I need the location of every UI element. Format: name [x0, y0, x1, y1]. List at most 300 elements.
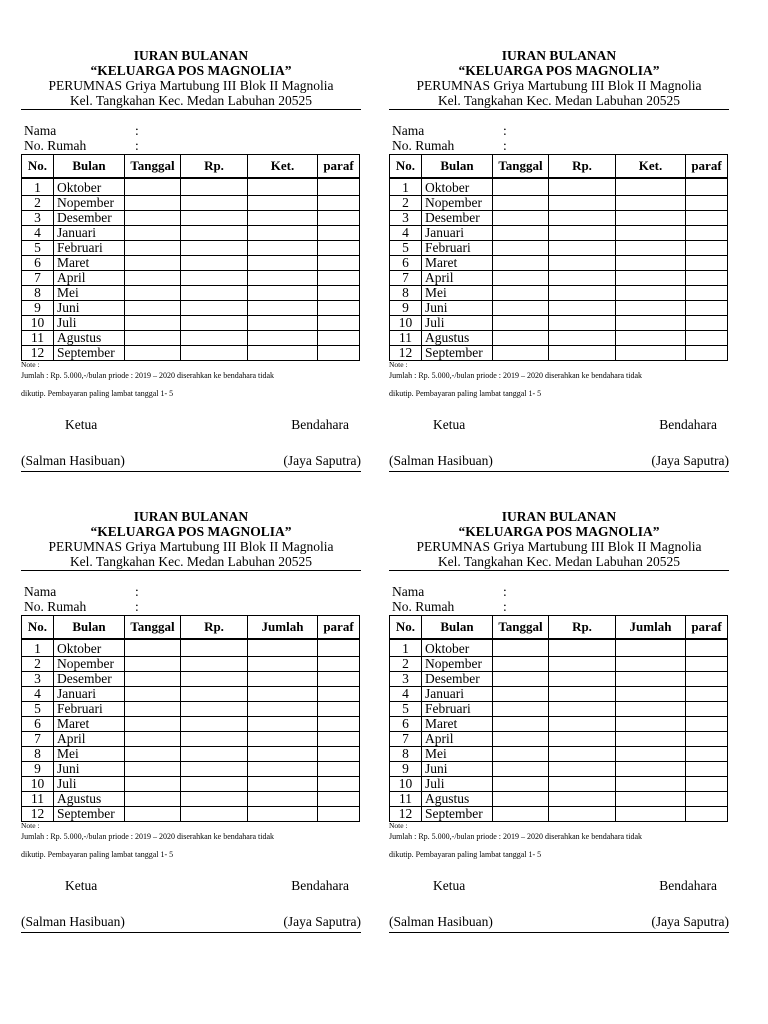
ket-cell [248, 747, 318, 762]
table-row [390, 178, 728, 196]
tanggal-cell [493, 747, 549, 762]
row-month: Juni [422, 301, 493, 316]
column-header-bulan: Bulan [422, 616, 493, 640]
ket-cell [616, 331, 686, 346]
row-number: 5 [22, 241, 54, 256]
row-number: 6 [22, 256, 54, 271]
ket-cell [248, 777, 318, 792]
tanggal-cell [125, 657, 181, 672]
payment-table [21, 615, 360, 822]
table-row [390, 807, 728, 822]
paraf-cell [318, 732, 360, 747]
tanggal-cell [125, 256, 181, 271]
ket-cell [616, 301, 686, 316]
row-month: Desember [422, 211, 493, 226]
paraf-cell [318, 672, 360, 687]
row-month: September [54, 807, 125, 822]
row-number: 12 [390, 807, 422, 822]
tanggal-cell [493, 687, 549, 702]
card-group-name: “KELUARGA POS MAGNOLIA” [90, 63, 292, 78]
rp-cell [181, 657, 248, 672]
row-month: September [54, 346, 125, 361]
rp-cell [549, 226, 616, 241]
row-number: 3 [390, 672, 422, 687]
column-header-ket: Jumlah [616, 616, 686, 640]
rp-cell [181, 196, 248, 211]
tanggal-cell [125, 747, 181, 762]
paraf-cell [686, 747, 728, 762]
card-address-line-2: Kel. Tangkahan Kec. Medan Labuhan 20525 [437, 554, 681, 569]
paraf-cell [686, 687, 728, 702]
note-line-2: dikutip. Pembayaran paling lambat tanggal 1- 5 [21, 850, 174, 859]
table-row [390, 211, 728, 226]
note-text [389, 828, 729, 864]
row-month: Oktober [422, 178, 493, 196]
ket-cell [616, 657, 686, 672]
row-month: Januari [54, 226, 125, 241]
ket-cell [248, 226, 318, 241]
signature-titles [389, 417, 729, 437]
ket-cell [248, 702, 318, 717]
row-month: Desember [422, 672, 493, 687]
card-bottom-left [21, 509, 361, 933]
paraf-cell [686, 271, 728, 286]
card-title: IURAN BULANAN [501, 48, 617, 63]
paraf-cell [686, 777, 728, 792]
ket-cell [616, 792, 686, 807]
tanggal-cell [125, 331, 181, 346]
row-month: Oktober [54, 639, 125, 657]
name-colon: : [503, 584, 507, 599]
row-month: Maret [422, 717, 493, 732]
treasurer-name: (Jaya Saputra) [283, 453, 361, 468]
rp-cell [549, 178, 616, 196]
name-field-row [389, 123, 729, 138]
row-number: 7 [390, 732, 422, 747]
row-number: 10 [22, 316, 54, 331]
rp-cell [549, 286, 616, 301]
column-header-no: No. [390, 616, 422, 640]
ket-cell [248, 717, 318, 732]
column-header-tanggal: Tanggal [125, 616, 181, 640]
card-group-name: “KELUARGA POS MAGNOLIA” [458, 524, 660, 539]
row-month: Agustus [422, 331, 493, 346]
rp-cell [181, 732, 248, 747]
row-month: Oktober [54, 178, 125, 196]
table-row [22, 639, 360, 657]
paraf-cell [318, 762, 360, 777]
ket-cell [616, 256, 686, 271]
rp-cell [549, 301, 616, 316]
row-number: 3 [22, 211, 54, 226]
rp-cell [181, 639, 248, 657]
tanggal-cell [493, 717, 549, 732]
paraf-cell [686, 702, 728, 717]
paraf-cell [686, 792, 728, 807]
house-number-label: No. Rumah [392, 599, 455, 614]
name-field-row [21, 123, 361, 138]
row-number: 8 [22, 747, 54, 762]
row-month: Januari [422, 687, 493, 702]
table-row [22, 271, 360, 286]
tanggal-cell [125, 316, 181, 331]
ket-cell [616, 286, 686, 301]
signature-titles [389, 878, 729, 898]
ket-cell [616, 639, 686, 657]
card-address-line-1: PERUMNAS Griya Martubung III Blok II Magnolia [48, 539, 334, 554]
note-line-1: Jumlah : Rp. 5.000,-/bulan priode : 2019 – 2020 diserahkan ke bendahara tidak [21, 371, 275, 380]
rp-cell [549, 702, 616, 717]
tanggal-cell [125, 672, 181, 687]
tanggal-cell [493, 286, 549, 301]
column-header-bulan: Bulan [422, 155, 493, 179]
signature-names [389, 914, 729, 934]
column-header-paraf: paraf [318, 155, 360, 179]
table-row [390, 196, 728, 211]
member-fields [389, 584, 729, 614]
table-row [22, 196, 360, 211]
ket-cell [616, 702, 686, 717]
tanggal-cell [125, 717, 181, 732]
card-group-name: “KELUARGA POS MAGNOLIA” [90, 524, 292, 539]
chair-title: Ketua [433, 878, 466, 893]
row-month: Juli [54, 316, 125, 331]
ket-cell [248, 687, 318, 702]
row-month: Oktober [422, 639, 493, 657]
table-row [22, 346, 360, 361]
column-header-no: No. [22, 616, 54, 640]
row-month: Maret [54, 256, 125, 271]
paraf-cell [686, 762, 728, 777]
column-header-tanggal: Tanggal [493, 616, 549, 640]
column-header-no: No. [22, 155, 54, 179]
rp-cell [549, 687, 616, 702]
row-number: 2 [390, 657, 422, 672]
table-header-row [22, 616, 360, 640]
row-month: Februari [422, 241, 493, 256]
row-number: 1 [22, 639, 54, 657]
row-month: Januari [422, 226, 493, 241]
card-address-line-1: PERUMNAS Griya Martubung III Blok II Magnolia [48, 78, 334, 93]
card-header [21, 509, 361, 569]
ket-cell [248, 639, 318, 657]
paraf-cell [318, 639, 360, 657]
paraf-cell [318, 226, 360, 241]
paraf-cell [686, 331, 728, 346]
row-number: 8 [390, 286, 422, 301]
row-number: 5 [390, 241, 422, 256]
row-number: 6 [390, 256, 422, 271]
house-number-field-row [21, 138, 361, 153]
table-body [390, 178, 728, 361]
tanggal-cell [493, 807, 549, 822]
card-header [389, 48, 729, 108]
paraf-cell [318, 346, 360, 361]
row-number: 7 [390, 271, 422, 286]
rp-cell [549, 762, 616, 777]
paraf-cell [686, 301, 728, 316]
card-top-right [389, 48, 729, 472]
name-colon: : [135, 123, 139, 138]
note-text [389, 367, 729, 403]
row-month: Agustus [54, 792, 125, 807]
paraf-cell [318, 301, 360, 316]
table-row [390, 346, 728, 361]
row-month: Mei [54, 286, 125, 301]
table-row [390, 271, 728, 286]
name-label: Nama [392, 123, 425, 138]
tanggal-cell [493, 331, 549, 346]
note-line-1: Jumlah : Rp. 5.000,-/bulan priode : 2019 – 2020 diserahkan ke bendahara tidak [389, 371, 643, 380]
paraf-cell [686, 672, 728, 687]
note-label: Note : [21, 821, 40, 830]
note-label: Note : [389, 821, 408, 830]
table-row [22, 178, 360, 196]
ket-cell [616, 732, 686, 747]
rp-cell [549, 657, 616, 672]
tanggal-cell [125, 301, 181, 316]
ket-cell [616, 346, 686, 361]
tanggal-cell [493, 226, 549, 241]
chair-name: (Salman Hasibuan) [389, 453, 493, 468]
table-row [390, 777, 728, 792]
table-row [390, 639, 728, 657]
ket-cell [616, 687, 686, 702]
rp-cell [549, 316, 616, 331]
row-number: 6 [22, 717, 54, 732]
row-month: Januari [54, 687, 125, 702]
row-month: Februari [422, 702, 493, 717]
tanggal-cell [493, 639, 549, 657]
row-number: 11 [390, 331, 422, 346]
row-month: Nopember [422, 196, 493, 211]
row-number: 3 [22, 672, 54, 687]
row-month: Juni [54, 301, 125, 316]
rp-cell [181, 256, 248, 271]
house-number-label: No. Rumah [24, 138, 87, 153]
ket-cell [616, 196, 686, 211]
ket-cell [616, 762, 686, 777]
treasurer-title: Bendahara [291, 417, 349, 432]
table-row [22, 747, 360, 762]
paraf-cell [686, 211, 728, 226]
column-header-paraf: paraf [686, 616, 728, 640]
row-number: 7 [22, 732, 54, 747]
ket-cell [248, 762, 318, 777]
paraf-cell [686, 732, 728, 747]
paraf-cell [318, 717, 360, 732]
tanggal-cell [125, 346, 181, 361]
table-row [22, 226, 360, 241]
paraf-cell [686, 256, 728, 271]
tanggal-cell [125, 286, 181, 301]
row-number: 9 [390, 301, 422, 316]
table-row [22, 331, 360, 346]
tanggal-cell [493, 211, 549, 226]
card-title: IURAN BULANAN [133, 509, 249, 524]
table-row [390, 687, 728, 702]
ket-cell [248, 732, 318, 747]
ket-cell [616, 747, 686, 762]
rp-cell [549, 777, 616, 792]
row-number: 12 [390, 346, 422, 361]
rp-cell [549, 747, 616, 762]
chair-name: (Salman Hasibuan) [389, 914, 493, 929]
table-row [390, 747, 728, 762]
rp-cell [181, 747, 248, 762]
row-number: 1 [22, 178, 54, 196]
table-body [22, 178, 360, 361]
row-number: 9 [22, 762, 54, 777]
table-row [22, 732, 360, 747]
table-row [390, 286, 728, 301]
treasurer-name: (Jaya Saputra) [651, 914, 729, 929]
rp-cell [181, 346, 248, 361]
row-number: 10 [390, 316, 422, 331]
rp-cell [549, 241, 616, 256]
rp-cell [181, 286, 248, 301]
rp-cell [181, 331, 248, 346]
table-row [390, 331, 728, 346]
tanggal-cell [493, 777, 549, 792]
table-row [22, 301, 360, 316]
tanggal-cell [125, 777, 181, 792]
signature-titles [21, 878, 361, 898]
rp-cell [549, 256, 616, 271]
paraf-cell [686, 226, 728, 241]
paraf-cell [318, 316, 360, 331]
column-header-rp: Rp. [181, 155, 248, 179]
tanggal-cell [125, 178, 181, 196]
rp-cell [181, 672, 248, 687]
note-text [21, 828, 361, 864]
chair-title: Ketua [65, 878, 98, 893]
paraf-cell [686, 657, 728, 672]
ket-cell [248, 792, 318, 807]
tanggal-cell [493, 672, 549, 687]
ket-cell [248, 331, 318, 346]
table-row [22, 687, 360, 702]
tanggal-cell [125, 702, 181, 717]
card-group-name: “KELUARGA POS MAGNOLIA” [458, 63, 660, 78]
rp-cell [549, 211, 616, 226]
paraf-cell [318, 331, 360, 346]
row-month: Juli [54, 777, 125, 792]
ket-cell [616, 241, 686, 256]
payment-table [389, 615, 728, 822]
tanggal-cell [493, 657, 549, 672]
table-row [22, 286, 360, 301]
paraf-cell [686, 639, 728, 657]
house-number-colon: : [503, 599, 507, 614]
tanggal-cell [125, 241, 181, 256]
row-month: Mei [422, 747, 493, 762]
paraf-cell [318, 702, 360, 717]
row-number: 1 [390, 178, 422, 196]
card-address-line-2: Kel. Tangkahan Kec. Medan Labuhan 20525 [437, 93, 681, 108]
table-row [390, 762, 728, 777]
treasurer-title: Bendahara [291, 878, 349, 893]
ket-cell [616, 777, 686, 792]
card-top-left [21, 48, 361, 472]
column-header-ket: Ket. [616, 155, 686, 179]
chair-title: Ketua [433, 417, 466, 432]
tanggal-cell [125, 639, 181, 657]
rp-cell [181, 807, 248, 822]
ket-cell [248, 672, 318, 687]
table-row [390, 226, 728, 241]
row-number: 11 [22, 331, 54, 346]
row-number: 2 [22, 657, 54, 672]
header-divider [21, 570, 361, 571]
table-row [390, 657, 728, 672]
rp-cell [549, 196, 616, 211]
header-divider [21, 109, 361, 110]
table-row [390, 301, 728, 316]
treasurer-title: Bendahara [659, 417, 717, 432]
payment-table [389, 154, 728, 361]
ket-cell [616, 316, 686, 331]
column-header-bulan: Bulan [54, 616, 125, 640]
row-number: 7 [22, 271, 54, 286]
table-row [390, 241, 728, 256]
table-row [22, 792, 360, 807]
card-header [389, 509, 729, 569]
rp-cell [181, 316, 248, 331]
paraf-cell [318, 687, 360, 702]
house-number-colon: : [503, 138, 507, 153]
member-fields [21, 584, 361, 614]
header-divider [389, 570, 729, 571]
table-row [22, 316, 360, 331]
house-number-colon: : [135, 138, 139, 153]
paraf-cell [318, 807, 360, 822]
paraf-cell [318, 196, 360, 211]
member-fields [21, 123, 361, 153]
rp-cell [549, 271, 616, 286]
ket-cell [248, 657, 318, 672]
rp-cell [549, 346, 616, 361]
row-number: 8 [390, 747, 422, 762]
rp-cell [181, 762, 248, 777]
paraf-cell [686, 316, 728, 331]
row-number: 2 [390, 196, 422, 211]
tanggal-cell [493, 762, 549, 777]
tanggal-cell [493, 702, 549, 717]
paraf-cell [318, 211, 360, 226]
note-line-1: Jumlah : Rp. 5.000,-/bulan priode : 2019 – 2020 diserahkan ke bendahara tidak [389, 832, 643, 841]
rp-cell [181, 178, 248, 196]
row-number: 9 [22, 301, 54, 316]
tanggal-cell [493, 316, 549, 331]
table-row [22, 657, 360, 672]
table-row [22, 717, 360, 732]
rp-cell [181, 226, 248, 241]
rp-cell [549, 807, 616, 822]
row-month: Nopember [422, 657, 493, 672]
row-month: Desember [54, 211, 125, 226]
paraf-cell [318, 286, 360, 301]
row-number: 3 [390, 211, 422, 226]
ket-cell [248, 196, 318, 211]
column-header-tanggal: Tanggal [493, 155, 549, 179]
row-number: 9 [390, 762, 422, 777]
column-header-paraf: paraf [318, 616, 360, 640]
row-number: 4 [22, 226, 54, 241]
tanggal-cell [125, 687, 181, 702]
ket-cell [616, 271, 686, 286]
card-title: IURAN BULANAN [133, 48, 249, 63]
